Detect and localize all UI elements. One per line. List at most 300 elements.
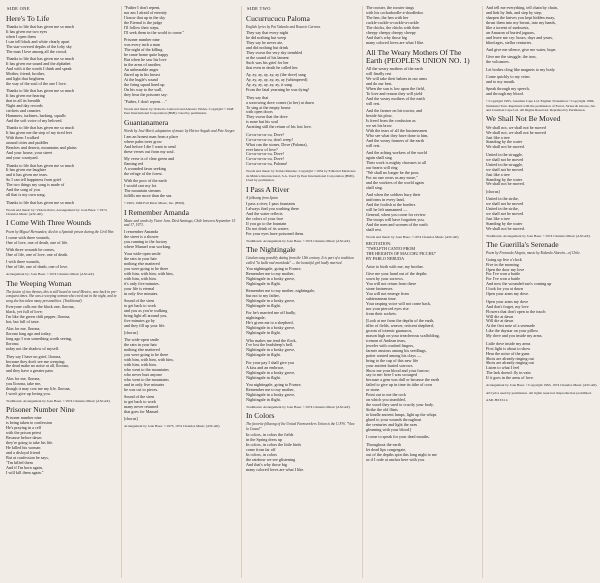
lyric-line: Mother, friend, brother, — [6, 72, 45, 77]
lyric-line: the dead make no noise at all, llorona, — [6, 364, 69, 369]
lyric-line: Alas for me, llorona, — [6, 376, 41, 381]
lyric-line: Shots are already ringing out — [486, 361, 534, 366]
lyric-line: blind ages, stellar centuries. — [486, 40, 533, 45]
lyric-line: Beaches and deserts, mountains and plains — [6, 146, 77, 151]
lyric-line: from their sockets. — [366, 311, 397, 316]
lyric-line: My verse is of clear green and — [124, 157, 175, 162]
lyric-line: five minutes go by — [124, 318, 155, 323]
lyric-line: Awaiting still the return of his lost love. — [246, 125, 312, 130]
lyric-line: Little dove inside my arms — [486, 341, 531, 346]
lyric-line: When the sun is low upon the field, — [366, 87, 425, 92]
song-credit: A folksong from Spain — [246, 195, 278, 200]
lyric-line: Ay, ay, ay, ay, ay, ay, it sang — [246, 83, 292, 88]
lyric-line: today not the shadow of myself. — [6, 347, 60, 352]
lyric-line: An unbearable anger — [124, 67, 159, 72]
song-credit: English lyrics by Pat Valando and Rosario Carrara. — [246, 25, 322, 30]
lyric-line: They say he never ate, — [246, 41, 284, 46]
lyric-line: And the song of you — [6, 188, 40, 193]
lyric-line: a sorrowing dove comes (to her) at dawn — [246, 100, 314, 105]
lyric-line: the colors of your face — [246, 216, 284, 221]
lyric-line: Ay, ay, ay, ay, ay, ay, ay (whimpered) — [246, 78, 308, 83]
song-copyright: Words and music by: Violeta Parra. Arrangement by: Joan Baez. ©1974 Chandos Music (ASCAP). — [6, 207, 107, 216]
lyric-line: Come quickly to my veins — [486, 75, 530, 79]
lyric-line: You will not emerge from — [366, 291, 409, 296]
lyric-line: The troops will have forgotten you, — [366, 218, 425, 223]
lyric-line: uniforms in every land, — [366, 198, 405, 203]
lyric-line: ever know of love? — [246, 147, 278, 152]
lyric-line: and it has given me tears. — [6, 173, 49, 178]
song-title: All The Weary Mothers Of The Earth (PEOPLE'S UNION NO. 1) — [366, 47, 470, 66]
lyric-line: Arise to birth with me, my brother. — [366, 264, 424, 269]
lyric-line: Thanks to life that has given me so much — [6, 25, 75, 30]
column-5 — [486, 6, 598, 580]
lyric-line: you were going to be there — [124, 266, 169, 271]
lyric-line: Just like a tree — [486, 172, 510, 177]
lyric-line: cheepy cheepy cheepy cheepy — [366, 30, 417, 35]
lyric-line: Nightingale in a bosky grove, — [246, 326, 296, 331]
lyric-line: The man I love among all the crowd. — [6, 49, 68, 54]
lyric-line: With them I walked — [6, 136, 39, 141]
song-copyright: Traditional. Arrangement by Joan Baez. ©1974 Chandos Music (ASCAP). — [246, 238, 351, 243]
song-title: Cucurrucucu Paloma — [246, 14, 310, 23]
lyric-line: BY PABLO NERUDA — [366, 257, 405, 262]
column-2 — [124, 6, 238, 580]
lyric-line: The two things my song is made of — [6, 183, 65, 188]
lyric-line: Will die at dawn — [486, 314, 514, 319]
lyric-line: I always find you washing there — [246, 206, 300, 211]
lyric-line: THE HEIGHTS OF MACCHU PICCHU" — [366, 252, 437, 257]
lyric-line: For no one owns us any more," — [366, 176, 418, 181]
lyric-line: Flowers that don't open to the touch — [486, 309, 546, 314]
lyric-line: Remember me to my mother, — [246, 387, 295, 392]
lyric-line: to get back to work — [124, 303, 156, 308]
lyric-line: and a disloyal friend — [6, 450, 40, 455]
lyric-line: And the weary farmers of the earth — [366, 139, 424, 144]
lyric-line: or stone. — [366, 388, 381, 393]
lyric-line: is none but his soul — [246, 120, 278, 125]
lyric-line: sown by your sorrows. — [366, 276, 404, 281]
lyric-line: Nightingale in a bosky grove, — [246, 348, 296, 353]
lyric-line: the volcanoes. — [486, 60, 510, 65]
lyric-line: Cu-cu-ru-cu-cu, Dove! — [246, 157, 284, 162]
lyric-line: And don't forget, my love — [486, 304, 529, 309]
lyric-line: and leave me cry: hours, days and years, — [486, 35, 554, 40]
lyric-line: and you as you're walking — [124, 308, 168, 313]
lyric-line: "I'm killed them — [6, 460, 33, 465]
song-block — [246, 412, 358, 473]
song-copyright: ©1963, 1966 Fall River Music, Inc. (BMI). — [124, 201, 185, 206]
lyric-line: Shots are already ringing out — [486, 356, 534, 361]
lyric-line: will rest. — [366, 102, 381, 107]
lyric-line: Nightingale in flight. — [246, 375, 281, 380]
song-title: I Remember Amanda — [124, 207, 189, 217]
lyric-line: I've lost the leadsheep's bell, — [246, 343, 294, 348]
lyric-line: With the poor of the earth — [124, 179, 167, 184]
lyric-line: It has given me sound and the alphabet — [6, 62, 71, 67]
lyric-line: For I've won a battle — [486, 277, 521, 282]
lyric-line: and light that brightens — [6, 77, 45, 82]
lyric-line: Open the door my love — [486, 267, 525, 272]
lyric-line: With three wounds he comes, — [6, 248, 55, 253]
lyric-line: and they have a greater pain. — [6, 369, 54, 374]
lyric-line: iceman of Andean tears, — [366, 338, 407, 343]
lyric-line: Sound of the siren — [124, 298, 155, 303]
lyric-line: Just like a tree — [486, 135, 510, 140]
song-block — [486, 115, 598, 238]
lyric-line: Is freed from the confusion as — [366, 119, 416, 124]
lyric-line: with the prison priest — [6, 431, 42, 436]
lyric-line: Thanks to life that has given me so much — [6, 126, 75, 131]
lyric-line: will finally rest — [366, 72, 392, 77]
lyric-line: United in the struggle, — [486, 152, 524, 157]
lyric-line: You nightingale, going to France, — [246, 266, 302, 271]
column-divider — [241, 6, 242, 578]
song-credit: Music and words by Victor Jara. Died Santiago, Chile between September 15 and 17, 1973. — [124, 218, 236, 228]
lyric-line: and through my blood. — [486, 92, 524, 97]
lyric-line: Cu-cu-ru-cu-cu, Dove! — [246, 132, 284, 137]
lyric-line: shall sing. — [366, 186, 383, 191]
song-copyright: Traditional. Arrangement by Joan Baez. ©1974 Chandos Music (ASCAP). — [6, 398, 111, 403]
lyric-line: Nightingale in flight. — [246, 304, 281, 309]
lyric-line: And that's why those big — [246, 462, 287, 467]
lyric-line: Listen to what I feel — [486, 366, 520, 371]
lyric-line: let dead lips congregate, — [366, 447, 407, 452]
song-title: Prisoner Number Nine — [6, 404, 75, 414]
lyric-line: potter wasted among his clays — — [366, 353, 422, 358]
lyric-line: with him, with him, with him, — [124, 358, 174, 363]
lyric-line: And the weary mothers of the earth — [366, 97, 425, 102]
lyric-line: come from far off — [246, 447, 276, 452]
song-copyright: Words and music by Joan Baez. ©1974 Chandos Music (ASCAP). — [366, 235, 460, 240]
song-copyright: Words and music by Tomas Mendez. Copyright ©1954 by Editorial Mexicana de Música Internacional, S.A. Used by Peer International Corporation (BMI). Used by permission. — [246, 169, 356, 183]
lyric-line: at the sound of his lament — [246, 56, 289, 61]
lyric-line: the street is a shower — [124, 234, 159, 239]
lyric-line: cackle-cackle-a-cackle-a-cackle — [366, 20, 419, 25]
lyric-line: For I've won a battle — [486, 272, 521, 277]
lyric-line: many never returned — [124, 405, 159, 410]
lyric-line: First light is about to show — [486, 346, 531, 351]
lyric-line: And the soft voice of my beloved. — [6, 119, 63, 124]
lyric-line: crickets and canaries — [6, 109, 41, 114]
lyric-line: the wood they used to crucify your body. — [366, 403, 434, 408]
lyric-line: who never hurt anyone — [124, 372, 163, 377]
lyric-line: If it goes in the arms of love. — [486, 376, 534, 381]
lyric-line: It has given me the step of my tired feet — [6, 131, 72, 136]
lyric-line: We will take their babies in our arms — [366, 77, 427, 82]
lyric-line: We shall not be moved. — [486, 226, 525, 231]
lyric-line: Point out to me the rock — [366, 393, 406, 398]
column-divider — [121, 6, 122, 578]
lyric-line: Standing by the water — [486, 140, 523, 145]
lyric-line: jeweler with crushed fingers, — [366, 343, 415, 348]
lyric-line: Thanks to life that has given me so much — [6, 89, 75, 94]
lyric-line: We shall not, we shall not be moved — [486, 125, 546, 130]
lyric-line: United in the struggle, — [486, 162, 524, 167]
lyric-line: They swear that the dove — [246, 115, 288, 120]
lyric-line: I with three wounds, — [6, 260, 41, 265]
lyric-line: Thanks to life that has given me so much — [6, 163, 75, 168]
lyric-line: Thanks to life that has given me so much — [6, 200, 75, 205]
lyric-line: I come to speak for your dead mouths. — [366, 435, 430, 440]
lyric-line: United in the strike, — [486, 197, 519, 202]
song-title: Guantanamera — [124, 117, 169, 127]
song-credit: Words by José Martí, adaptation of music by Héctor Angulo and Pete Seeger. — [124, 128, 236, 133]
lyric-line: and your courtyard. — [6, 156, 39, 161]
lyric-line: because they don't see me weeping; — [6, 359, 66, 364]
lyric-line: when I open them — [6, 35, 36, 40]
lyric-line: For your pay I shall give you — [246, 360, 295, 365]
lyric-line: flared up in his breast — [124, 72, 160, 77]
lyric-line: What can the stones, Dove (Paloma), — [246, 142, 308, 147]
lyric-line: I'll follow their steps, — [124, 25, 160, 30]
song-block — [366, 49, 478, 240]
lyric-line: You nightingale, going to France, — [246, 382, 302, 387]
lyric-line: For your eyes have poisoned them. — [246, 231, 304, 236]
lyric-line: fulfills me more than the sea. — [124, 194, 173, 199]
song-title: In Colors — [246, 411, 275, 421]
lyric-line: your life is eternal — [124, 286, 155, 291]
song-credit: Catalan song possibly dating from the 15th century. It is part of a tradition called "la balla mal maridada" — the beautiful girl badly married. — [246, 256, 354, 265]
song-block — [246, 15, 358, 183]
lyric-line: Your rasping voice will not come back, — [366, 301, 432, 306]
song-copyright: Traditional. Arrangement by Joan Baez. ©1974 Chandos Music (ASCAP). — [246, 404, 351, 409]
lyric-line: I won't give up loving you. — [6, 391, 51, 396]
lyric-line: "Father I don't repent, — [124, 6, 161, 10]
song-block — [366, 6, 478, 46]
lyric-line: It has given me two eyes — [6, 30, 48, 35]
lyric-line: an Amazon of buried jaguars, — [486, 30, 535, 35]
lyric-line: They say that — [246, 95, 269, 100]
lyric-line: you running to the factory — [124, 239, 168, 244]
lyric-line: United in the strike, — [486, 207, 519, 212]
lyric-line: mason high on your treacherous scaffolding, — [366, 333, 440, 338]
column-1 — [6, 6, 118, 580]
lyric-line: If you go to the fountain — [246, 221, 287, 226]
lyric-line: Their work is mighty choruses to all — [366, 161, 427, 166]
lyric-line: But when he saw his love — [124, 57, 167, 62]
lyric-line: Ay, ay, ay, ay, ay, ay (the dove) sang — [246, 73, 306, 78]
lyric-line: we shall not be moved — [486, 157, 524, 162]
lyric-line: At the bugle's sound — [124, 77, 158, 82]
lyric-line: with open doors — [246, 110, 273, 115]
lyric-line: To love and reason they will yield — [366, 92, 423, 97]
lyric-line: black, yet full of love; — [6, 310, 43, 315]
lyric-line: Nightingale in flight. — [246, 281, 281, 286]
lyric-line: And that's why those big — [366, 35, 407, 40]
lyric-line: I would cast my lot. — [124, 184, 158, 189]
lyric-line: "TWELFTH CANTO FROM — [366, 247, 416, 252]
lyric-line: For he's married me off badly, — [246, 311, 296, 316]
lyric-line: is being taken to confession — [6, 421, 52, 426]
lyric-line: It has given me hearing — [6, 94, 45, 99]
lyric-line: say to me: here I was scourged — [366, 373, 417, 378]
lyric-line: My dove and you inside my arms. — [486, 334, 543, 339]
lyric-line: nor am I afraid of eternity — [124, 10, 167, 15]
lyric-line: we shall not be moved — [486, 167, 524, 172]
catalog-code: AMLH63614 — [486, 398, 508, 403]
lyric-line: You will not return from these — [366, 281, 417, 286]
lyric-line: And give me silence, give me water, hope. — [486, 48, 557, 53]
lyric-line: many colored loves are what I like. — [366, 40, 425, 45]
lyric-line: To sing at the empty house — [246, 105, 291, 110]
lyric-line: At the first note of a serenade — [486, 324, 535, 329]
lyric-line: They swear the very sky trembled — [246, 51, 303, 56]
lyric-line: subterranean time. — [366, 296, 397, 301]
lyric-line: Remember me to my mother, — [246, 271, 295, 276]
lyric-line: our hearts will ring — [366, 166, 398, 171]
lyric-line: I am an honest man from a place — [124, 135, 179, 140]
lyric-line: [chorus] — [124, 330, 138, 335]
song-credit: The favorite folksong of the United Farmworkers Union is the U.F.W. "Viva la Causa!" — [246, 422, 355, 431]
song-credit: Poem by Fernando Alegria, music by Rolando Alarcón—of Chile. — [486, 251, 581, 256]
lyric-line: And the men and women of the earth — [366, 223, 428, 228]
lyric-line: And the water reflects — [246, 211, 283, 216]
lyric-line: And if I'm born again, — [6, 465, 43, 470]
lyric-line: And the foolish at the borders — [366, 203, 416, 208]
song-copyright: Arrangement by Joan Baez. ©1973, 1974 Chandos Music (ASCAP). — [124, 424, 221, 429]
lyric-line: The night of the killing — [124, 48, 163, 53]
lyric-line: And the aching workers of the world — [366, 151, 427, 156]
lyric-line: the Eternal is the judge — [124, 20, 163, 25]
song-title: Here's To Life — [6, 14, 50, 23]
lyric-line: we shall not be moved — [486, 212, 524, 217]
lyric-line: And when the soldiers bury their — [366, 193, 421, 198]
lyric-line: who went to the mountains — [124, 368, 169, 373]
lyric-line: in only five minutes. — [124, 291, 159, 296]
side-label: SIDE ONE — [7, 6, 30, 11]
lyric-line: like a torrent of sunbursts, — [486, 25, 530, 30]
song-block — [124, 209, 238, 429]
lyric-line: in the arms of another, — [124, 62, 162, 67]
lyric-line: it's only five minutes. — [124, 281, 160, 286]
lyric-line: and the workers of the world again — [366, 181, 424, 186]
lyric-line: Thanks to life that has given me so much — [6, 57, 75, 62]
lyric-line: llorona; — [6, 342, 19, 347]
lyric-line: Do not drink of its waters — [246, 226, 289, 231]
lyric-line: in the Spring dress up — [246, 438, 283, 443]
lyric-line: Nightingale in flight. — [246, 397, 281, 402]
lyric-line: The hen, the hen with her — [366, 15, 409, 20]
song-block — [246, 246, 358, 409]
lyric-line: the rain in your hair — [124, 343, 157, 348]
song-title: The Nightingale — [246, 245, 296, 254]
lyric-line: he came home quite happy — [124, 52, 169, 57]
lyric-line: Night and day records — [6, 104, 43, 109]
lyric-line: Cu-cu-ru-cu-cu, Paloma! — [246, 162, 288, 167]
song-copyright: ©Copyright 1965, Jonathan Cape Ltd. English Translation ©Copyright 1966, Nathaniel Tarn. Reprinted with the permission of Farrar, Straus & Giroux, Inc. and Jonathan Cape Ltd. All Rights Reserved. Reprinted by Permission. — [486, 99, 596, 113]
lyric-line: where Manuel was working. — [124, 244, 172, 249]
lyric-line: Will die at dawn — [486, 319, 514, 324]
lyric-line: Alas for me, llorona, — [6, 327, 41, 332]
lyric-line: Nightingale in a bosky grove, — [246, 370, 296, 375]
lyric-line: he did nothing but weep — [246, 36, 287, 41]
lyric-line: Cu-cu-ru-cu-cu, Dove! — [246, 152, 284, 157]
lyric-line: they hear the prisoner say: — [124, 92, 168, 97]
lyric-line: I can tell black and white clearly apart — [6, 40, 70, 45]
lyric-line: and do our best. — [366, 82, 393, 87]
lyric-line: They say I have no grief, llorona, — [6, 354, 62, 359]
lyric-line: with him, with him. — [124, 363, 157, 368]
lyric-line: to get back to work — [124, 400, 156, 405]
lyric-line: and link by link, and step by step; — [486, 10, 542, 15]
song-block — [486, 241, 598, 387]
lyric-line: will be left unmanned — — [366, 208, 408, 213]
lyric-line: where palm trees grow — [124, 140, 162, 145]
lyric-line: on which you stumbled, — [366, 398, 406, 403]
lyric-line: and in only five minutes — [124, 382, 165, 387]
lyric-line: A kiss and an embrace, — [246, 365, 285, 370]
song-block — [246, 186, 358, 243]
lyric-line: And the farmer on his tractor, and — [366, 109, 423, 114]
lyric-line: General, when you come for review — [366, 213, 426, 218]
lyric-line: Prisoner number nine — [6, 416, 42, 421]
lyric-line: you were going to be there — [124, 353, 169, 358]
song-block — [366, 242, 478, 462]
lyric-line: Nightingale in a bosky grove, — [246, 392, 296, 397]
lyric-line: A wounded fawn seeking — [124, 167, 166, 172]
lyric-line: "Father, I don't repent. . ." — [124, 99, 167, 104]
lyric-line: Open your arms my dove. — [486, 292, 530, 297]
lyric-line: All the weary mothers of the earth — [366, 67, 423, 72]
lyric-line: long ago I was something worth seeing, — [6, 337, 72, 342]
song-title: I Pass A River — [246, 184, 290, 194]
song-copyright: Arrangement by Joan Baez. ©Copyright 1963, 1974 Chandos Music (ASCAP). — [486, 383, 598, 388]
lyric-line: glued to your wounds throughout — [366, 418, 422, 423]
lyric-line: the refuge of the forest. — [124, 172, 163, 177]
lyric-line: Give me your hand out of the depths — [366, 272, 427, 277]
lyric-line: we set his brow — [366, 124, 392, 129]
song-credit: Poem by Miguel Hernandez; died in a Spanish prison during the Civil War. — [6, 229, 115, 234]
lyric-line: farmer anxious among his seedlings, — [366, 348, 427, 353]
lyric-line: failed to give up in time its tithe of corn — [366, 383, 432, 388]
lyric-line: and they fill up your life. — [124, 323, 166, 328]
lyric-line: with him, with him, with him, — [124, 271, 174, 276]
lyric-line: The wide-open smile — [124, 338, 159, 343]
lyric-line: RECITATION: — [366, 242, 392, 247]
lyric-line: I'm like the green chili pepper, llorona, — [6, 315, 71, 320]
column-4 — [366, 6, 478, 580]
lyric-line: nothing else mattered — [124, 348, 160, 353]
lyric-line: because a gem was dull or because the earth — [366, 378, 440, 383]
lyric-line: who went to the mountains — [124, 377, 169, 382]
lyric-line: he was cut to pieces. — [124, 387, 159, 392]
lyric-line: [chorus] — [486, 189, 500, 194]
lyric-line: Going up five o'clock — [486, 257, 522, 262]
song-copyright: Words and music by: Roberto Cantoral and Antonio Valdes. Copyright ©1948 Peer International Corporation (BMI). Used by permission. — [124, 106, 234, 116]
lyric-line: you llorona, take me, — [6, 381, 42, 386]
lyric-line: So I can tell happiness from grief — [6, 178, 62, 183]
lyric-line: And with it the words I think and speak — [6, 67, 72, 72]
lyric-line: And before I die I want to send — [124, 144, 176, 149]
lyric-line: bring light all around you, — [124, 313, 168, 318]
lyric-line: "We shall no longer be the poor, — [366, 171, 420, 176]
lyric-line: Prisoner number nine — [124, 38, 160, 43]
lyric-line: On his way to the wall, — [124, 87, 163, 92]
song-copyright: All lyrics used by permission. All rights reserved. Reproduction prohibited. — [486, 390, 592, 395]
lyric-line: Who makes me tend the flock, — [246, 338, 297, 343]
lyric-line: Just like a tree — [486, 216, 510, 221]
lyric-line: stone fastnesses. — [366, 286, 394, 291]
lyric-line: He's praying in a cell — [6, 426, 42, 431]
lyric-line: all that is my own song. — [6, 193, 46, 198]
lyric-line: out of the depths spin this long night to me — [366, 452, 437, 457]
lyric-line: will rest. — [366, 144, 381, 149]
lyric-line: your ancient buried sorrows. — [366, 363, 414, 368]
song-title: We Shall Not Be Moved — [486, 114, 561, 124]
lyric-line: Because before dawn — [6, 435, 42, 440]
side-label: SIDE TWO — [247, 6, 271, 11]
lyric-line: Five in the morning — [486, 262, 519, 267]
